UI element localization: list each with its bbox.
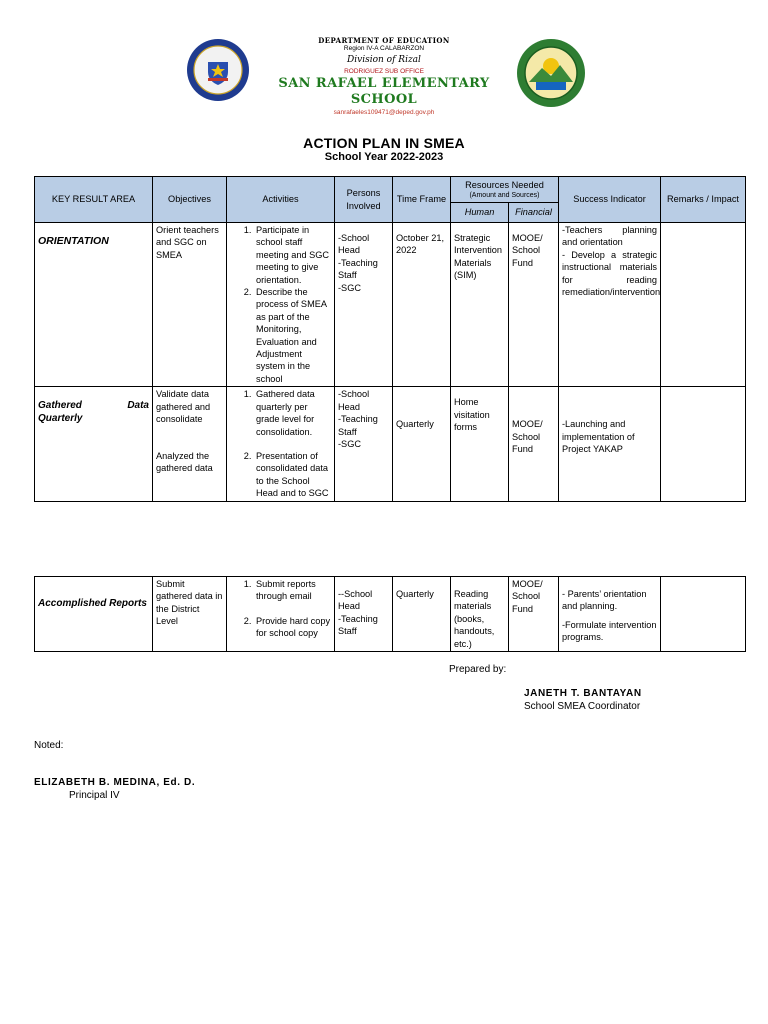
person-item: -School Head xyxy=(338,233,370,256)
header-resources-sub: (Amount and Sources) xyxy=(469,192,540,200)
activity-item: 2. Describe the process of SMEA as part of the Monitoring, Evaluation and Adjustment system in the school xyxy=(254,286,331,385)
sub-office-name: RODRIGUEZ SUB OFFICE xyxy=(344,68,424,75)
activities-list xyxy=(230,388,331,499)
division-name: Division of Rizal xyxy=(347,55,421,65)
remarks-cell xyxy=(661,387,746,501)
objectives-cell: Submit gathered data in the District Level xyxy=(153,577,227,652)
success-cell xyxy=(559,577,661,652)
letterhead-text xyxy=(250,36,518,117)
activity-item: 2. Presentation of consolidated data to the School Head and to SGC xyxy=(254,450,331,500)
human-cell xyxy=(451,223,509,387)
activity-item: 1. Gathered data quarterly per grade level for consolidation. xyxy=(254,388,331,438)
success-item: -Teachers planning and orientation xyxy=(562,225,657,248)
persons-cell xyxy=(335,223,393,387)
activities-list xyxy=(230,224,331,385)
kra-value: Accomplished Reports xyxy=(38,598,147,609)
header-activities: Activities xyxy=(227,177,335,223)
header-remarks: Remarks / Impact xyxy=(661,177,746,223)
activities-cell xyxy=(227,387,335,501)
success-item: -Formulate intervention programs. xyxy=(562,619,657,643)
school-seal-icon xyxy=(516,38,586,108)
document-title: ACTION PLAN IN SMEA xyxy=(303,135,465,151)
noted-by-role: Principal IV xyxy=(69,790,120,801)
school-year: School Year 2022-2023 xyxy=(324,151,444,163)
deped-seal-icon xyxy=(186,38,250,102)
kra-cell xyxy=(35,577,153,652)
person-item: -Teaching Staff xyxy=(338,414,378,437)
table-row xyxy=(35,387,746,501)
noted-label: Noted: xyxy=(34,740,64,751)
activity-item: 2. Provide hard copy for school copy xyxy=(254,615,331,640)
human-value: Reading materials (books, handouts, etc.) xyxy=(454,589,495,649)
header-human: Human xyxy=(451,203,509,223)
action-plan-table xyxy=(34,176,746,502)
human-cell xyxy=(451,577,509,652)
objectives-cell: Orient teachers and SGC on SMEA xyxy=(153,223,227,387)
school-email: sanrafaeles109471@deped.gov.ph xyxy=(333,109,435,116)
person-item: -Teaching Staff xyxy=(338,613,378,637)
objective-item: Validate data gathered and consolidate xyxy=(156,389,211,425)
table-row xyxy=(35,223,746,387)
person-item: -SGC xyxy=(338,282,361,293)
header-resources-label: Resources Needed xyxy=(465,179,544,190)
action-plan-table-continued xyxy=(34,576,746,652)
letterhead xyxy=(0,34,768,114)
school-name: SAN RAFAEL ELEMENTARY SCHOOL xyxy=(278,76,490,107)
success-item: - Develop a strategic instructional materials for reading remediation/intervention xyxy=(562,249,661,298)
activity-item: 1. Participate in school staff meeting and SGC meeting to give orientation. xyxy=(254,224,331,286)
human-value: Home visitation forms xyxy=(454,397,490,433)
header-financial: Financial xyxy=(509,203,559,223)
remarks-cell xyxy=(661,577,746,652)
department-name: DEPARTMENT OF EDUCATION xyxy=(318,36,450,45)
kra-cell: ORIENTATION xyxy=(35,223,153,387)
header-objectives: Objectives xyxy=(153,177,227,223)
person-item: -SGC xyxy=(338,438,361,449)
header-time-frame: Time Frame xyxy=(393,177,451,223)
time-frame-cell xyxy=(393,223,451,387)
remarks-cell xyxy=(661,223,746,387)
financial-cell: MOOE/ School Fund xyxy=(509,577,559,652)
header-success: Success Indicator xyxy=(559,177,661,223)
header-kra: KEY RESULT AREA xyxy=(35,177,153,223)
time-frame-value: Quarterly xyxy=(396,419,434,430)
table-row xyxy=(35,577,746,652)
prepared-by-label: Prepared by: xyxy=(449,664,507,675)
persons-cell xyxy=(335,387,393,501)
time-frame-value: Quarterly xyxy=(396,589,434,599)
table-header-row xyxy=(35,177,746,203)
financial-value: MOOE/ School Fund xyxy=(512,233,543,268)
time-frame-cell xyxy=(393,387,451,501)
activities-list xyxy=(230,578,331,640)
person-item: -Teaching Staff xyxy=(338,257,378,281)
kra-cell xyxy=(35,387,153,501)
financial-cell xyxy=(509,223,559,387)
region-name: Region IV-A CALABARZON xyxy=(343,45,425,52)
success-cell xyxy=(559,223,661,387)
success-item: - Parents’ orientation and planning. xyxy=(562,589,647,612)
activities-cell xyxy=(227,223,335,387)
time-frame-cell xyxy=(393,577,451,652)
persons-cell xyxy=(335,577,393,652)
success-item: -Launching and implementation of Project YAKAP xyxy=(562,419,635,455)
objectives-cell xyxy=(153,387,227,501)
financial-value: MOOE/ School Fund xyxy=(512,419,543,455)
activity-item: 1. Submit reports through email xyxy=(254,578,331,603)
kra-value: Gathered Data Quarterly xyxy=(38,400,149,424)
person-item: -School Head xyxy=(338,389,370,412)
noted-by-name: ELIZABETH B. MEDINA, Ed. D. xyxy=(34,777,196,788)
time-frame-value: October 21, 2022 xyxy=(396,233,445,256)
human-value: Strategic Intervention Materials (SIM) xyxy=(454,233,503,281)
prepared-by-role: School SMEA Coordinator xyxy=(524,701,641,712)
human-cell xyxy=(451,387,509,501)
financial-cell xyxy=(509,387,559,501)
success-cell xyxy=(559,387,661,501)
activities-cell xyxy=(227,577,335,652)
person-item: --School Head xyxy=(338,589,373,612)
objective-item: Analyzed the gathered data xyxy=(156,450,213,473)
header-persons: Persons Involved xyxy=(335,177,393,223)
header-resources xyxy=(451,177,559,203)
prepared-by-name: JANETH T. BANTAYAN xyxy=(524,688,642,699)
